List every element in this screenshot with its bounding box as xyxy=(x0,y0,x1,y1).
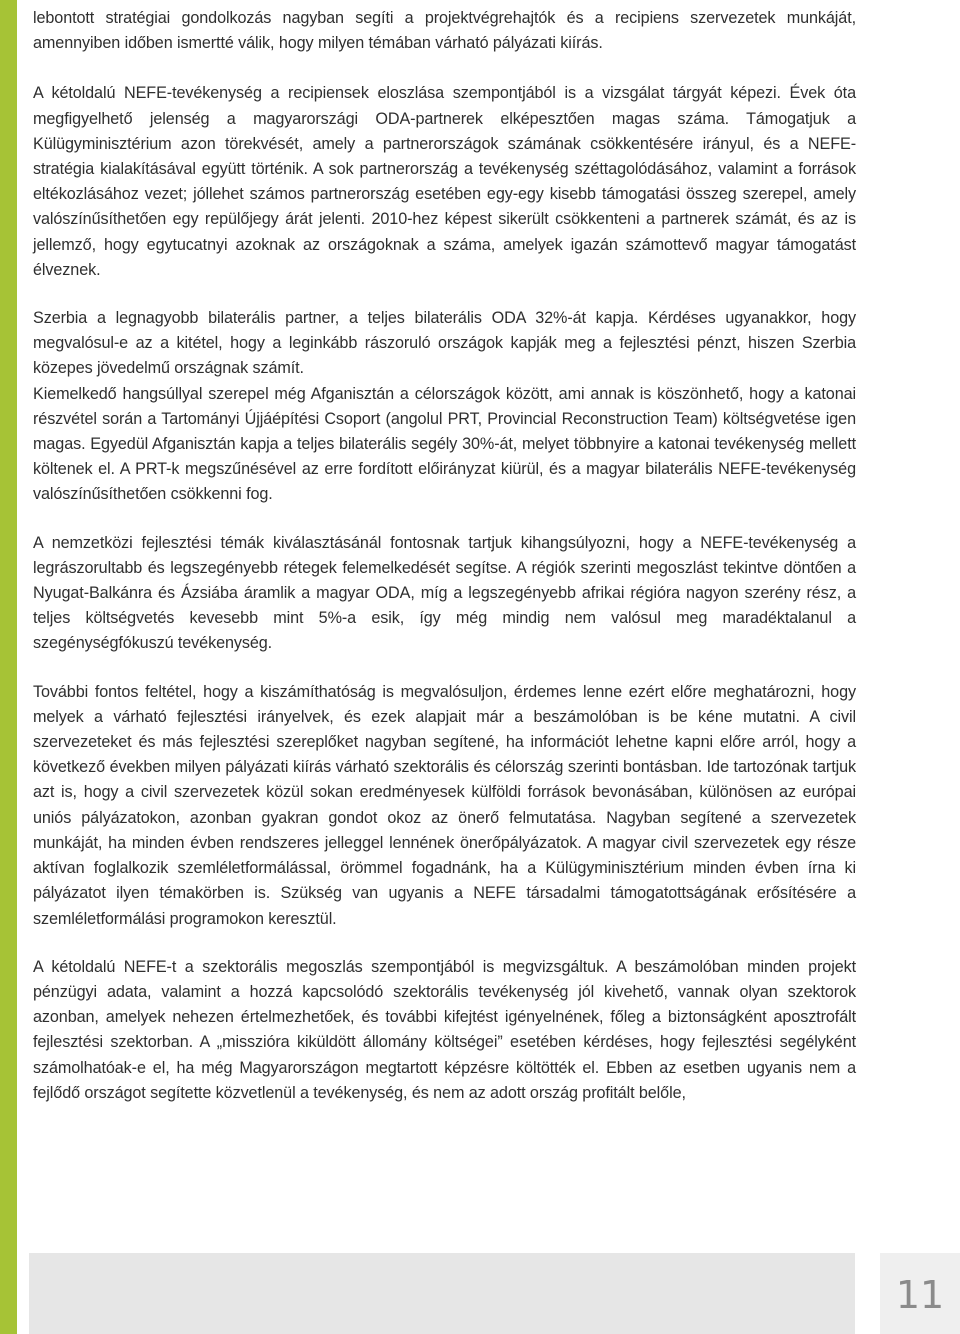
paragraph: A kétoldalú NEFE-t a szektorális megoszlás szempontjából is megvizsgáltuk. A beszámolóban minden projekt pénzügyi adata, valamint a hozzá kapcsolódó szektorális tevékenység jól kivehető, vannak olyan szektorok azonban, amelyek nehezen értelmezhetőek, és további kifejtést igényelnének, főleg a biztonságként aposztrofált fejlesztési szektorban. A „misszióra kiküldött állomány költségei” esetében kérdéses, hogy fejlesztési segélyként számolhatóak-e el, ha még Magyarországon megtartott képzésre költötték el. Ebben az esetben ugyanis nem a fejlődő országot segítette közvetlenül a tevékenység, és nem az adott ország profitált belőle, xyxy=(33,957,856,1102)
accent-side-bar xyxy=(0,0,17,1334)
paragraph: Szerbia a legnagyobb bilaterális partner, a teljes bilaterális ODA 32%-át kapja. Kérdéses ugyanakkor, hogy megvalósul-e az a kitétel, hogy a leginkább rászoruló országok kapják meg a fejlesztési pénzt, hiszen Szerbia közepes jövedelmű országnak számít. xyxy=(33,309,856,378)
paragraph: A kétoldalú NEFE-tevékenység a recipiensek eloszlása szempontjából is a vizsgálat tárgyát képezi. Évek óta megfigyelhető jelenség a magyarországi ODA-partnerek elképesztően magas száma. Támogatjuk a Külügyminisztérium azon törekvését, amely a partnerországok számának csökkentésére irányul, és a NEFE-stratégia kialakításával együtt történik. A sok partnerország a tevékenység széttagolódásához, valamint a források eltékozlásához vezet; jóllehet számos partnerország esetében egy-egy kisebb támogatási összeg szerepel, amely valószínűsíthetően egy repülőjegy árát jelenti. 2010-hez képest sikerült csökkenteni a partnerek számát, és az is jellemző, hogy egytucatnyi azoknak az országoknak a száma, amelyek igazán számottevő magyar támogatást élveznek. xyxy=(33,84,856,279)
footer-band xyxy=(29,1253,855,1334)
paragraph: További fontos feltétel, hogy a kiszámíthatóság is megvalósuljon, érdemes lenne ezért előre meghatározni, hogy melyek a várható fejlesztési irányelvek, és ezek alapjait már a beszámolóban is be kéne mutatni. A civil szervezeteket és más fejlesztési szereplőket nagyban segítené, ha információt lehetne kapni előre arról, hogy a következő években milyen pályázati kiírás várható szektorális és célország szerinti bontásban. Ide tartozónak tartjuk azt is, hogy a civil szervezetek közül sokan eredményesek külföldi források bevonásában, különösen az európai uniós pályázatokon, azonban gyakran gondot okoz az önerő felmutatása. Nagyban segítené a szervezetek munkáját, ha minden évben rendszeres jelleggel lennének önerőpályázatok. A magyar civil szervezetek egy része aktívan foglalkozik szemléletformálással, örömmel fogadnánk, ha a Külügyminisztérium minden évben írna ki pályázatot ilyen témakörben is. Szükség van ugyanis a NEFE társadalmi támogatottságának erősítésére a szemléletformálási programokon keresztül. xyxy=(33,682,856,928)
page-number-box xyxy=(880,1253,960,1334)
paragraph: Kiemelkedő hangsúllyal szerepel még Afganisztán a célországok között, ami annak is köszönhető, hogy a katonai részvétel során a Tartományi Újjáépítési Csoport (angolul PRT, Provincial Reconstruction Team) költségvetése igen magas. Egyedül Afganisztán kapja a teljes bilaterális segély 30%-át, melyet többnyire a katonai tevékenység mellett költenek el. A PRT-k megszűnésével az erre fordított előirányzat kiürül, és a magyar bilaterális NEFE-tevékenység valószínűsíthetően csökkenni fog. xyxy=(33,384,856,504)
paragraph: A nemzetközi fejlesztési témák kiválasztásánál fontosnak tartjuk kihangsúlyozni, hogy a NEFE-tevékenység a legrászorultabb és legszegényebb rétegek felemelkedését segítse. A régiók szerinti megoszlást tekintve döntően a Nyugat-Balkánra és Ázsiába áramlik a magyar ODA, míg a legszegényebb afrikai régióra nagyon szerény rész, a teljes költségvetés kevesebb mint 5%-a esik, így még mindig nem valósul meg maradéktalanul a szegénységfókuszú tevékenység. xyxy=(33,533,856,653)
document-body xyxy=(33,6,856,1129)
paragraph: lebontott stratégiai gondolkozás nagyban segíti a projektvégrehajtók és a recipiens szervezetek munkáját, amennyiben időben ismertté válik, hogy milyen témában várható pályázati kiírás. xyxy=(33,9,856,53)
page-number: 11 xyxy=(895,1272,945,1317)
